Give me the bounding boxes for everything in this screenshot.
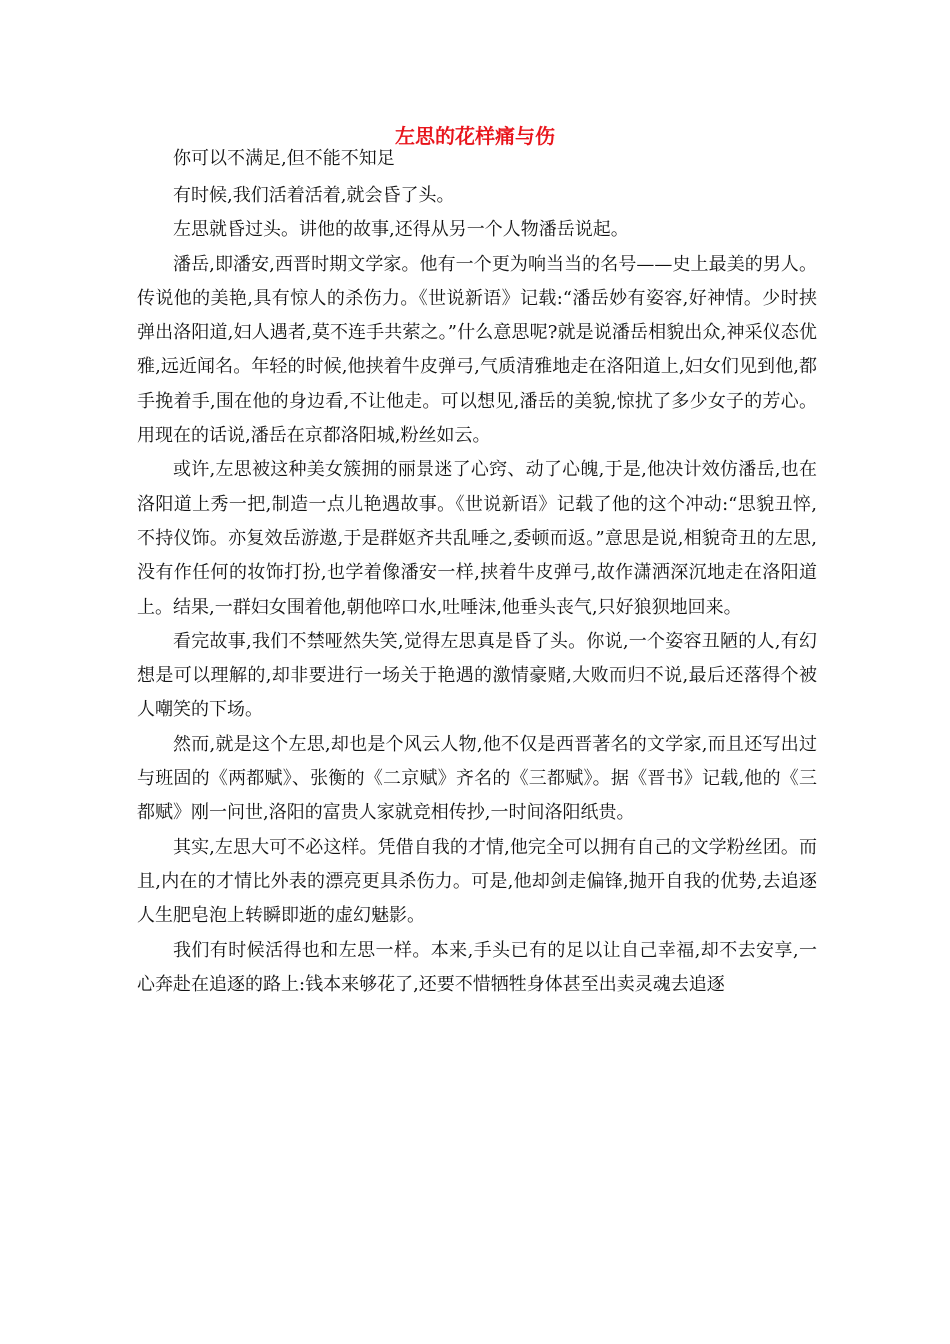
body-paragraph: 左思就昏过头。讲他的故事,还得从另一个人物潘岳说起。 xyxy=(173,219,629,241)
body-paragraph: 我们有时候活得也和左思一样。本来,手头已有的足以让自己幸福,却不去安享,一心奔赴在追逐的路上:钱本来够花了,还要不惜牺牲身体甚至出卖灵魂去追逐 xyxy=(137,939,817,995)
body-paragraph: 其实,左思大可不必这样。凭借自我的才情,他完全可以拥有自己的文学粉丝团。而且,内在的才情比外表的漂亮更具杀伤力。可是,他却剑走偏锋,抛开自我的优势,去追逐人生肥皂泡上转瞬即逝的虚幻魅影。 xyxy=(137,836,817,927)
body-paragraph: 潘岳,即潘安,西晋时期文学家。他有一个更为响当当的名号——史上最美的男人。传说他的美艳,具有惊人的杀伤力。《世说新语》记载:“潘岳妙有姿容,好神情。少时挟弹出洛阳道,妇人遇者,莫不连手共萦之。”什么意思呢?就是说潘岳相貌出众,神采仪态优雅,远近闻名。年轻的时候,他挟着牛皮弹弓,气质清雅地走在洛阳道上,妇女们见到他,都手挽着手,围在他的身边看,不让他走。可以想见,潘岳的美貌,惊扰了多少女子的芳心。用现在的话说,潘岳在京都洛阳城,粉丝如云。 xyxy=(137,253,817,447)
body-paragraph: 然而,就是这个左思,却也是个风云人物,他不仅是西晋著名的文学家,而且还写出过与班固的《两都赋》、张衡的《二京赋》齐名的《三都赋》。据《晋书》记载,他的《三都赋》刚一问世,洛阳的富贵人家就竞相传抄,一时间洛阳纸贵。 xyxy=(137,733,817,824)
body-paragraph: 看完故事,我们不禁哑然失笑,觉得左思真是昏了头。你说,一个姿容丑陋的人,有幻想是可以理解的,却非要进行一场关于艳遇的激情豪赌,大败而归不说,最后还落得个被人嘲笑的下场。 xyxy=(137,630,817,721)
document-body xyxy=(137,145,817,1002)
document-title: 左思的花样痛与伤 xyxy=(395,124,555,148)
body-paragraph: 有时候,我们活着活着,就会昏了头。 xyxy=(173,185,455,206)
body-paragraph: 或许,左思被这种美女簇拥的丽景迷了心窍、动了心魄,于是,他决计效仿潘岳,也在洛阳道上秀一把,制造一点儿艳遇故事。《世说新语》记载了他的这个冲动:“思貌丑悴,不持仪饰。亦复效岳游遨,于是群妪齐共乱唾之,委顿而返。”意思是说,相貌奇丑的左思,没有作任何的妆饰打扮,也学着像潘安一样,挟着牛皮弹弓,故作潇洒深沉地走在洛阳道上。结果,一群妇女围着他,朝他啐口水,吐唾沫,他垂头丧气,只好狼狈地回来。 xyxy=(137,459,817,618)
subtitle-paragraph: 你可以不满足,但不能不知足 xyxy=(173,148,395,169)
